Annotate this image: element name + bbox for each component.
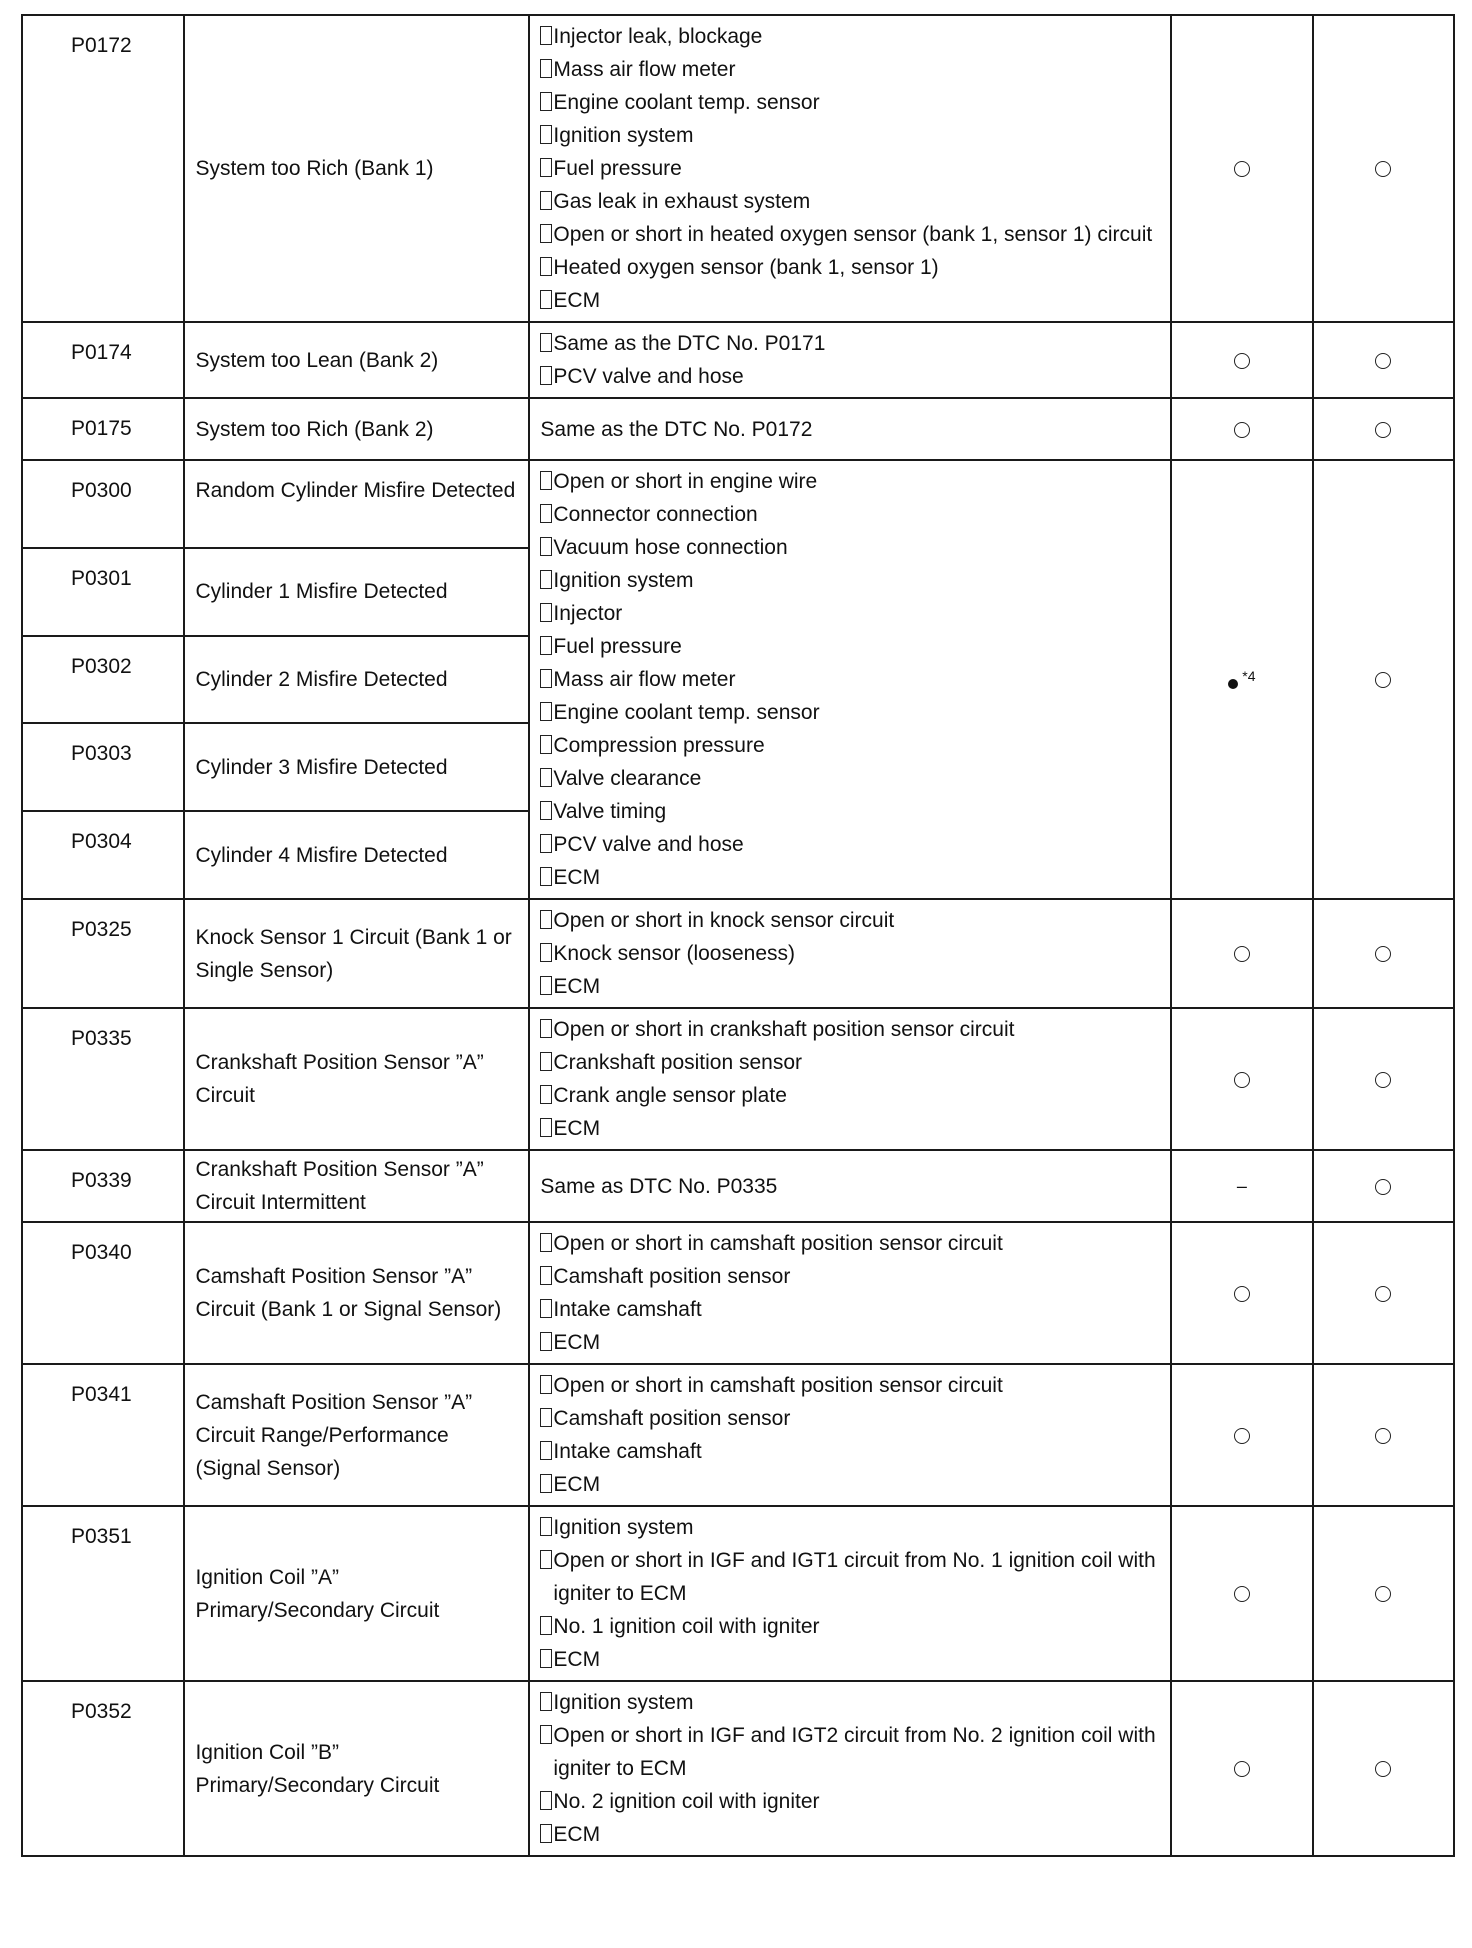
mil-cell: [1171, 15, 1312, 322]
trouble-item: [540, 1435, 1162, 1468]
checkbox-icon: [540, 801, 552, 820]
dtc-table-body: [22, 15, 1454, 1856]
mil-cell: [1171, 1008, 1312, 1150]
detection-item: Cylinder 2 Misfire Detected: [195, 667, 448, 691]
dtc-code: P0300: [71, 479, 132, 502]
trouble-item: [540, 1610, 1162, 1643]
trouble-item-text: Fuel pressure: [553, 157, 682, 180]
trouble-item: [540, 1369, 1162, 1402]
trouble-item: [540, 1079, 1162, 1112]
dtc-code-cell: [22, 1008, 184, 1150]
circle-mark-icon: [1234, 353, 1250, 369]
trouble-item-text: Open or short in engine wire: [553, 470, 818, 493]
trouble-area-cell: [529, 1150, 1171, 1222]
trouble-item-text: Mass air flow meter: [553, 668, 736, 691]
dtc-code-cell: [22, 1150, 184, 1222]
trouble-item-text: Heated oxygen sensor (bank 1, sensor 1): [553, 256, 939, 279]
dtc-code: P0340: [71, 1241, 132, 1264]
detection-item-cell: [184, 636, 529, 724]
trouble-item-text: Open or short in camshaft position sensor circuit: [553, 1232, 1003, 1255]
dtc-code-cell: [22, 1222, 184, 1364]
detection-item-cell: [184, 1222, 529, 1364]
checkbox-icon: [540, 1441, 552, 1460]
trouble-item-text: ECM: [553, 289, 601, 312]
trouble-item: [540, 762, 1162, 795]
checkbox-icon: [540, 1233, 552, 1252]
trouble-item-text: Valve clearance: [553, 767, 702, 790]
dtc-code: P0174: [71, 341, 132, 364]
trouble-item: [540, 1013, 1162, 1046]
dtc-code: P0352: [71, 1700, 132, 1723]
circle-mark-icon: [1375, 161, 1391, 177]
trouble-item: [540, 663, 1162, 696]
circle-mark-icon: [1375, 1761, 1391, 1777]
circle-mark-icon: [1234, 1428, 1250, 1444]
checkbox-icon: [540, 537, 552, 556]
trouble-item: [540, 20, 1162, 53]
memory-cell: [1313, 1150, 1454, 1222]
checkbox-icon: [540, 636, 552, 655]
trouble-item: [540, 696, 1162, 729]
trouble-item-text: Ignition system: [553, 1516, 694, 1539]
circle-mark-icon: [1375, 1286, 1391, 1302]
checkbox-icon: [540, 1550, 552, 1569]
detection-item-cell: [184, 1364, 529, 1506]
detection-item: Camshaft Position Sensor ”A” Circuit Range/Performance (Signal Sensor): [195, 1390, 473, 1480]
detection-item: Ignition Coil ”A” Primary/Secondary Circuit: [195, 1565, 440, 1622]
detection-item-cell: [184, 1506, 529, 1681]
trouble-item: [540, 152, 1162, 185]
trouble-item: [540, 1046, 1162, 1079]
memory-cell: [1313, 1506, 1454, 1681]
dtc-code-cell: [22, 636, 184, 724]
circle-mark-icon: [1375, 672, 1391, 688]
checkbox-icon: [540, 26, 552, 45]
checkbox-icon: [540, 1375, 552, 1394]
circle-mark-icon: [1234, 1286, 1250, 1302]
trouble-item: [540, 1818, 1162, 1851]
trouble-item-text: Open or short in IGF and IGT1 circuit from No. 1 ignition coil with igniter to ECM: [553, 1549, 1156, 1605]
detection-item: System too Lean (Bank 2): [195, 348, 439, 372]
checkbox-icon: [540, 943, 552, 962]
checkbox-icon: [540, 910, 552, 929]
dtc-code: P0341: [71, 1383, 132, 1406]
trouble-area-cell: [529, 899, 1171, 1008]
trouble-item-text: ECM: [553, 1648, 601, 1671]
checkbox-icon: [540, 366, 552, 385]
trouble-item-text: Fuel pressure: [553, 635, 682, 658]
checkbox-icon: [540, 504, 552, 523]
checkbox-icon: [540, 1616, 552, 1635]
table-row: [22, 322, 1454, 398]
checkbox-icon: [540, 59, 552, 78]
trouble-item: [540, 1468, 1162, 1501]
detection-item-cell: [184, 548, 529, 636]
detection-item: Random Cylinder Misfire Detected: [195, 479, 516, 502]
detection-item-cell: [184, 15, 529, 322]
trouble-item-text: Injector leak, blockage: [553, 25, 763, 48]
trouble-text: Same as the DTC No. P0172: [540, 417, 813, 441]
checkbox-icon: [540, 257, 552, 276]
checkbox-icon: [540, 867, 552, 886]
memory-cell: [1313, 899, 1454, 1008]
circle-mark-icon: [1375, 1428, 1391, 1444]
detection-item: Camshaft Position Sensor ”A” Circuit (Bank 1 or Signal Sensor): [195, 1265, 502, 1321]
checkbox-icon: [540, 1791, 552, 1810]
circle-mark-icon: [1375, 946, 1391, 962]
trouble-item-text: Same as the DTC No. P0171: [553, 332, 826, 355]
detection-item-cell: [184, 1008, 529, 1150]
checkbox-icon: [540, 191, 552, 210]
detection-item-cell: [184, 1150, 529, 1222]
trouble-item-text: Open or short in camshaft position sensor circuit: [553, 1374, 1003, 1397]
trouble-item: [540, 360, 1162, 393]
detection-item-cell: [184, 322, 529, 398]
detection-item-cell: [184, 398, 529, 460]
trouble-item-text: Camshaft position sensor: [553, 1407, 791, 1430]
trouble-item-text: Vacuum hose connection: [553, 536, 788, 559]
trouble-item: [540, 1112, 1162, 1145]
detection-item: System too Rich (Bank 1): [195, 157, 434, 180]
circle-mark-icon: [1234, 1072, 1250, 1088]
dtc-code: P0302: [71, 654, 132, 678]
checkbox-icon: [540, 1052, 552, 1071]
memory-cell: [1313, 1364, 1454, 1506]
trouble-item-text: Compression pressure: [553, 734, 765, 757]
checkbox-icon: [540, 768, 552, 787]
trouble-item: [540, 465, 1162, 498]
trouble-item: [540, 1544, 1162, 1610]
trouble-item: [540, 86, 1162, 119]
trouble-item: [540, 531, 1162, 564]
circle-mark-icon: [1375, 1586, 1391, 1602]
trouble-item: [540, 1719, 1162, 1785]
trouble-area-cell: [529, 460, 1171, 899]
trouble-item: [540, 630, 1162, 663]
memory-cell: [1313, 460, 1454, 899]
trouble-item-text: Crankshaft position sensor: [553, 1051, 803, 1074]
trouble-item: [540, 1511, 1162, 1544]
trouble-item: [540, 251, 1162, 284]
dtc-code: P0325: [71, 918, 132, 941]
trouble-item: [540, 498, 1162, 531]
trouble-item-text: Gas leak in exhaust system: [553, 190, 811, 213]
trouble-item-text: Intake camshaft: [553, 1440, 702, 1463]
dtc-code-cell: [22, 15, 184, 322]
detection-item: Ignition Coil ”B” Primary/Secondary Circuit: [195, 1740, 440, 1797]
trouble-item-text: PCV valve and hose: [553, 833, 744, 856]
trouble-area-cell: [529, 398, 1171, 460]
checkbox-icon: [540, 1649, 552, 1668]
checkbox-icon: [540, 669, 552, 688]
circle-mark-icon: [1375, 353, 1391, 369]
filled-dot-mark-icon: [1228, 679, 1238, 689]
trouble-item: [540, 185, 1162, 218]
trouble-area-cell: [529, 322, 1171, 398]
trouble-item: [540, 1227, 1162, 1260]
checkbox-icon: [540, 1824, 552, 1843]
trouble-item-text: Connector connection: [553, 503, 758, 526]
mil-cell: [1171, 1506, 1312, 1681]
trouble-item-text: Crank angle sensor plate: [553, 1084, 787, 1107]
trouble-item: [540, 1260, 1162, 1293]
table-row: [22, 1008, 1454, 1150]
trouble-item: [540, 1326, 1162, 1359]
trouble-item-text: Open or short in heated oxygen sensor (bank 1, sensor 1) circuit: [553, 223, 1153, 246]
checkbox-icon: [540, 1408, 552, 1427]
trouble-item: [540, 1686, 1162, 1719]
trouble-item: [540, 828, 1162, 861]
table-row: [22, 1150, 1454, 1222]
trouble-item-text: PCV valve and hose: [553, 365, 744, 388]
circle-mark-icon: [1375, 1072, 1391, 1088]
checkbox-icon: [540, 1474, 552, 1493]
trouble-area-cell: [529, 1681, 1171, 1856]
detection-item: Cylinder 3 Misfire Detected: [195, 755, 448, 779]
checkbox-icon: [540, 976, 552, 995]
circle-mark-icon: [1234, 422, 1250, 438]
checkbox-icon: [540, 471, 552, 490]
footnote-marker: *4: [1242, 667, 1256, 684]
checkbox-icon: [540, 702, 552, 721]
trouble-area-cell: [529, 1008, 1171, 1150]
checkbox-icon: [540, 1517, 552, 1536]
trouble-item-text: Engine coolant temp. sensor: [553, 701, 820, 724]
dtc-code-cell: [22, 1681, 184, 1856]
dtc-code-cell: [22, 1364, 184, 1506]
trouble-item: [540, 970, 1162, 1003]
trouble-item: [540, 1402, 1162, 1435]
dtc-code-cell: [22, 1506, 184, 1681]
checkbox-icon: [540, 290, 552, 309]
checkbox-icon: [540, 1692, 552, 1711]
trouble-item: [540, 795, 1162, 828]
dtc-code: P0175: [71, 417, 132, 440]
trouble-area-cell: [529, 1364, 1171, 1506]
trouble-item-text: Ignition system: [553, 1691, 694, 1714]
trouble-item-text: Open or short in IGF and IGT2 circuit from No. 2 ignition coil with igniter to ECM: [553, 1724, 1156, 1780]
trouble-item-text: Ignition system: [553, 569, 694, 592]
checkbox-icon: [540, 1725, 552, 1744]
trouble-item-text: Intake camshaft: [553, 1298, 702, 1321]
trouble-item: [540, 861, 1162, 894]
table-row: [22, 1364, 1454, 1506]
trouble-item-text: ECM: [553, 1823, 601, 1846]
detection-item-cell: [184, 723, 529, 811]
memory-cell: [1313, 398, 1454, 460]
dtc-code: P0301: [71, 566, 132, 590]
checkbox-icon: [540, 735, 552, 754]
dtc-code: P0335: [71, 1027, 132, 1050]
detection-item: Cylinder 1 Misfire Detected: [195, 580, 448, 604]
mil-cell: [1171, 1681, 1312, 1856]
mil-cell: [1171, 398, 1312, 460]
memory-cell: [1313, 1222, 1454, 1364]
trouble-area-cell: [529, 1506, 1171, 1681]
detection-item-cell: [184, 811, 529, 899]
dtc-code: P0172: [71, 34, 132, 57]
trouble-item: [540, 218, 1162, 251]
trouble-item-text: Open or short in crankshaft position sensor circuit: [553, 1018, 1015, 1041]
detection-item: Crankshaft Position Sensor ”A” Circuit Intermittent: [195, 1158, 484, 1214]
checkbox-icon: [540, 158, 552, 177]
trouble-area-cell: [529, 1222, 1171, 1364]
memory-cell: [1313, 1008, 1454, 1150]
detection-item: Cylinder 4 Misfire Detected: [195, 843, 448, 867]
dtc-code: P0339: [71, 1169, 132, 1192]
table-row: [22, 460, 1454, 548]
trouble-item: [540, 1643, 1162, 1676]
circle-mark-icon: [1234, 1761, 1250, 1777]
detection-item: Knock Sensor 1 Circuit (Bank 1 or Single Sensor): [195, 925, 512, 982]
table-row: [22, 1222, 1454, 1364]
trouble-item-text: Ignition system: [553, 124, 694, 147]
checkbox-icon: [540, 333, 552, 352]
mil-cell: [1171, 1150, 1312, 1222]
dtc-code: P0304: [71, 830, 132, 854]
table-row: [22, 398, 1454, 460]
trouble-item-text: Knock sensor (looseness): [553, 942, 796, 965]
trouble-item-text: Camshaft position sensor: [553, 1265, 791, 1288]
dtc-code: P0351: [71, 1525, 132, 1548]
dtc-code-cell: [22, 460, 184, 548]
detection-item: Crankshaft Position Sensor ”A” Circuit: [195, 1051, 484, 1107]
detection-item: System too Rich (Bank 2): [195, 417, 434, 441]
circle-mark-icon: [1234, 161, 1250, 177]
trouble-item-text: Injector: [553, 602, 623, 625]
trouble-area-cell: [529, 15, 1171, 322]
table-row: [22, 899, 1454, 1008]
dtc-code-cell: [22, 899, 184, 1008]
trouble-item: [540, 119, 1162, 152]
trouble-item-text: ECM: [553, 975, 601, 998]
trouble-item: [540, 597, 1162, 630]
table-row: [22, 15, 1454, 322]
dtc-code-cell: [22, 322, 184, 398]
circle-mark-icon: [1234, 1586, 1250, 1602]
mil-cell: [1171, 1222, 1312, 1364]
trouble-item: [540, 284, 1162, 317]
trouble-item-text: No. 2 ignition coil with igniter: [553, 1790, 820, 1813]
trouble-item: [540, 937, 1162, 970]
trouble-item: [540, 729, 1162, 762]
table-row: [22, 1681, 1454, 1856]
trouble-item: [540, 904, 1162, 937]
trouble-item-text: ECM: [553, 1117, 601, 1140]
dtc-code-cell: [22, 811, 184, 899]
detection-item-cell: [184, 460, 529, 548]
trouble-item-text: ECM: [553, 1473, 601, 1496]
checkbox-icon: [540, 1019, 552, 1038]
dtc-code-cell: [22, 398, 184, 460]
dtc-code: P0303: [71, 742, 132, 766]
trouble-item: [540, 327, 1162, 360]
circle-mark-icon: [1234, 946, 1250, 962]
memory-cell: [1313, 322, 1454, 398]
checkbox-icon: [540, 125, 552, 144]
trouble-item-text: Open or short in knock sensor circuit: [553, 909, 895, 932]
trouble-text: Same as DTC No. P0335: [540, 1174, 778, 1198]
memory-cell: [1313, 15, 1454, 322]
memory-cell: [1313, 1681, 1454, 1856]
checkbox-icon: [540, 603, 552, 622]
trouble-item: [540, 1293, 1162, 1326]
trouble-item: [540, 564, 1162, 597]
checkbox-icon: [540, 1118, 552, 1137]
mil-cell: [1171, 322, 1312, 398]
circle-mark-icon: [1375, 422, 1391, 438]
checkbox-icon: [540, 224, 552, 243]
dtc-table: [21, 14, 1455, 1857]
trouble-item-text: ECM: [553, 1331, 601, 1354]
trouble-item-text: ECM: [553, 866, 601, 889]
mil-cell: [1171, 460, 1312, 899]
trouble-item: [540, 53, 1162, 86]
trouble-item-text: Engine coolant temp. sensor: [553, 91, 820, 114]
checkbox-icon: [540, 834, 552, 853]
trouble-item-text: No. 1 ignition coil with igniter: [553, 1615, 820, 1638]
table-row: [22, 1506, 1454, 1681]
checkbox-icon: [540, 1085, 552, 1104]
checkbox-icon: [540, 1332, 552, 1351]
trouble-item: [540, 1785, 1162, 1818]
dtc-code-cell: [22, 723, 184, 811]
trouble-item-text: Valve timing: [553, 800, 667, 823]
checkbox-icon: [540, 570, 552, 589]
detection-item-cell: [184, 899, 529, 1008]
trouble-item-text: Mass air flow meter: [553, 58, 736, 81]
checkbox-icon: [540, 1266, 552, 1285]
mil-cell: [1171, 1364, 1312, 1506]
checkbox-icon: [540, 1299, 552, 1318]
checkbox-icon: [540, 92, 552, 111]
mil-cell: [1171, 899, 1312, 1008]
detection-item-cell: [184, 1681, 529, 1856]
circle-mark-icon: [1375, 1179, 1391, 1195]
dash-mark: –: [1236, 1176, 1247, 1196]
dtc-code-cell: [22, 548, 184, 636]
